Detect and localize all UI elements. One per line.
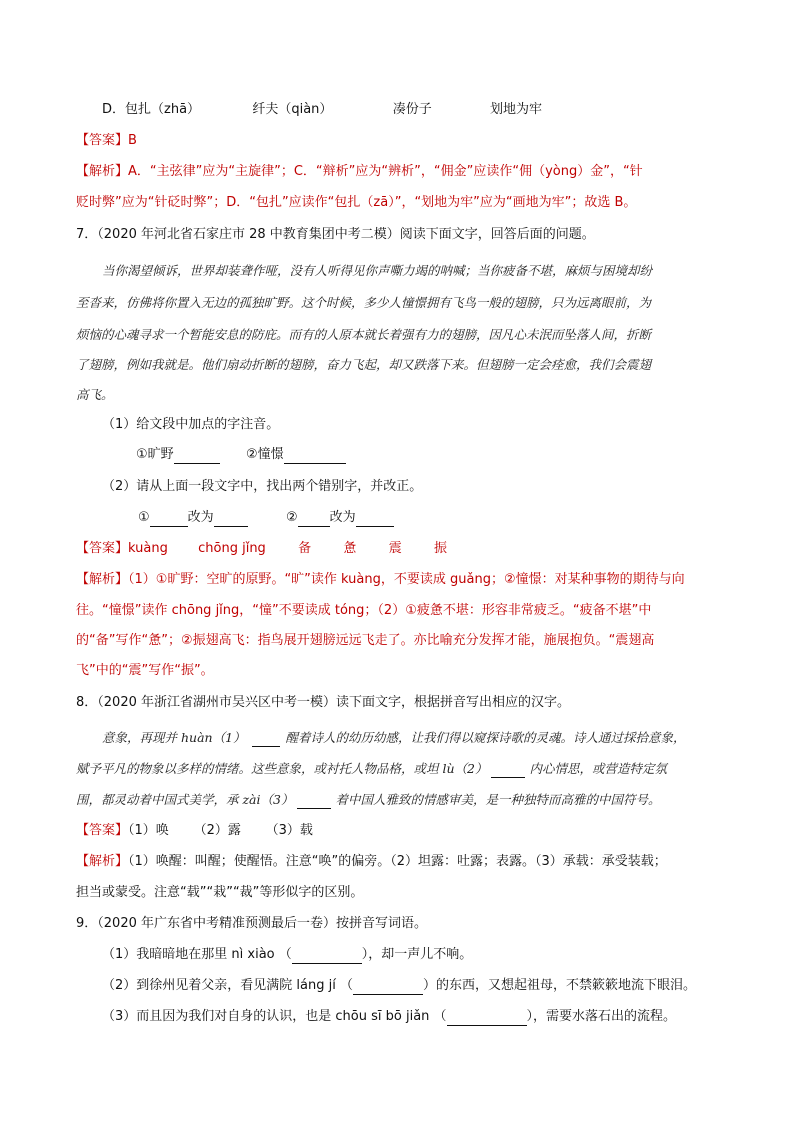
q9-s1a: （1）我暗暗地在那里 nì xiào （ — [102, 947, 292, 962]
analysis-tag: 【解析】 — [76, 164, 129, 179]
blank-11[interactable] — [353, 980, 423, 995]
q6-analysis-line2: 贬时弊”应为“针砭时弊”；D．“包扎”应读作“包扎（zā）”，“划地为牢”应为“画地为牢”；故选 B。 — [76, 195, 637, 210]
q7-answer-6: 振 — [433, 541, 447, 556]
blank-10[interactable] — [292, 949, 362, 964]
q8-analysis-line1 — [76, 853, 667, 871]
q8-p1b: 醒着诗人的幼历幼感，让我们得以窥探诗歌的灵魂。诗人通过採拾意象， — [285, 730, 686, 745]
blank-2[interactable] — [284, 449, 346, 464]
q9-s1b: ），却一声儿不响。 — [361, 947, 473, 962]
q8-p3a: 围，都灵动着中国式美学，承 zài（3） — [76, 792, 294, 807]
blank-12[interactable] — [447, 1011, 527, 1026]
answer-tag: 【答案】 — [76, 823, 129, 838]
option-d-word2: 纤夫（qiàn） — [252, 102, 333, 117]
q8-p3b: 着中国人雅致的情感审美，是一种独特而高雅的中国符号。 — [335, 792, 661, 807]
q7-passage-line1: 当你渴望倾诉，世界却装聋作哑，没有人听得见你声嘶力竭的呐喊；当你疲备不堪，麻烦与困境却纷 — [102, 263, 653, 278]
q7-passage-line5: 高飞。 — [76, 387, 114, 402]
q9-stem: 9．（2020 年广东省中考精准预测最后一卷）按拼音写词语。 — [76, 916, 427, 931]
q7-stem: 7．（2020 年河北省石家庄市 28 中教育集团中考二模）阅读下面文字，回答后面的问题。 — [76, 227, 595, 242]
q7-analysis-line3: 的“备”写作“惫”；②振翅高飞：指鸟展开翅膀远远飞走了。亦比喻充分发挥才能，施展抱负。“震翅高 — [76, 633, 655, 648]
option-d-label: D．包扎（zhā） — [102, 102, 201, 117]
q7-analysis-line2: 往。“憧憬”读作 chōng jǐng，“憧”不要读成 tóng；（2）①疲惫不堪：形容非常疲乏。“疲备不堪”中 — [76, 603, 652, 618]
q7-analysis-text1: （1）①旷野：空旷的原野。“旷”读作 kuàng，不要读成 guǎng；②憧憬：对某种事物的期待与向 — [128, 572, 685, 587]
answer-tag: 【答案】 — [76, 133, 129, 148]
q7-sub1-item1: ①旷野 — [136, 447, 174, 462]
q8-p2a: 赋予平凡的物象以多样的情绪。这些意象，或衬托人物品格，或坦 lù（2） — [76, 761, 488, 776]
q8-p2b: 内心情思，或营造特定氛 — [529, 761, 667, 776]
q7-analysis-line4: 飞”中的“震”写作“振”。 — [76, 663, 214, 678]
q9-s3b: ），需要水落石出的流程。 — [526, 1009, 677, 1024]
q7-sub2-change1: 改为 — [187, 510, 214, 525]
q6-answer-value: B — [128, 133, 137, 148]
answer-tag: 【答案】 — [76, 541, 129, 556]
q7-sub2-change2: 改为 — [329, 510, 356, 525]
q7-answer-3: 备 — [298, 541, 312, 556]
q8-passage-line2 — [76, 760, 667, 778]
q6-analysis-line1 — [76, 163, 643, 181]
blank-4[interactable] — [214, 512, 248, 527]
q7-answer-5: 震 — [388, 541, 402, 556]
q8-passage-line1 — [102, 729, 686, 747]
blank-8[interactable] — [491, 763, 525, 778]
blank-5[interactable] — [298, 512, 330, 527]
blank-7[interactable] — [252, 732, 280, 747]
q7-sub1-item2: ②憧憬 — [245, 447, 284, 462]
q6-answer — [76, 132, 137, 150]
option-d-word3: 凑份子 — [392, 102, 432, 117]
q9-sentence1 — [102, 946, 472, 964]
q9-s2b: ）的东西，又想起祖母，不禁簌簌地流下眼泪。 — [422, 978, 696, 993]
q9-sentence2 — [102, 977, 696, 995]
q8-analysis-line2: 担当或蒙受。注意“载”“栽”“裁”等形似字的区别。 — [76, 885, 364, 900]
q7-answer — [76, 540, 447, 558]
q7-sub2: （2）请从上面一段文字中，找出两个错别字，并改正。 — [102, 479, 423, 494]
q8-answer — [76, 822, 313, 840]
q7-sub1-items — [136, 446, 346, 464]
blank-1[interactable] — [174, 449, 220, 464]
q7-passage-line2: 至沓来，仿佛将你置入无边的孤独旷野。这个时候，多少人憧憬拥有飞鸟一般的翅膀，只为远离眼前，为 — [76, 295, 652, 310]
q7-answer-4: 惫 — [343, 541, 357, 556]
q8-analysis-text1: （1）唤醒：叫醒；使醒悟。注意“唤”的偏旁。（2）坦露：吐露；表露。（3）承载：承受装载； — [128, 854, 667, 869]
q9-s2a: （2）到徐州见着父亲，看见满院 láng jí （ — [102, 978, 353, 993]
analysis-tag: 【解析】 — [76, 854, 129, 869]
q8-stem: 8．（2020 年浙江省湖州市吴兴区中考一模）读下面文字，根据拼音写出相应的汉字。 — [76, 695, 570, 710]
q7-passage-line4: 了翅膀，例如我就是。他们扇动折断的翅膀，奋力飞起，却又跌落下来。但翅膀一定会痊愈，我们会震翅 — [76, 357, 652, 372]
q7-sub1: （1）给文段中加点的字注音。 — [102, 417, 280, 432]
q7-passage-line3: 烦恼的心魂寻求一个暂能安息的防庇。而有的人原本就长着强有力的翅膀，因凡心未泯而坠落人间，折断 — [76, 327, 652, 342]
q7-answer-2: chōng jǐng — [198, 541, 266, 556]
q9-sentence3 — [102, 1008, 676, 1026]
q7-sub2-c2: ② — [285, 510, 298, 525]
blank-6[interactable] — [356, 512, 394, 527]
blank-9[interactable] — [297, 794, 331, 809]
q7-answer-1: kuàng — [128, 541, 168, 556]
option-d-word4: 划地为牢 — [489, 102, 542, 117]
blank-3[interactable] — [150, 512, 188, 527]
q7-analysis-line1 — [76, 571, 685, 589]
q9-s3a: （3）而且因为我们对自身的认识，也是 chōu sī bō jiǎn （ — [102, 1009, 447, 1024]
q7-sub2-c1: ① — [138, 510, 150, 525]
q8-p1a: 意象，再现并 huàn（1） — [102, 730, 246, 745]
q6-analysis-text1: A．“主弦律”应为“主旋律”；C．“辩析”应为“辨析”，“佣金”应读作“佣（yòng）金”，“针 — [128, 164, 643, 179]
q8-answer-value: （1）唤 （2）露 （3）载 — [128, 823, 313, 838]
option-d-line — [102, 101, 542, 119]
q7-sub2-items — [138, 509, 394, 527]
q8-passage-line3 — [76, 791, 660, 809]
analysis-tag: 【解析】 — [76, 572, 129, 587]
